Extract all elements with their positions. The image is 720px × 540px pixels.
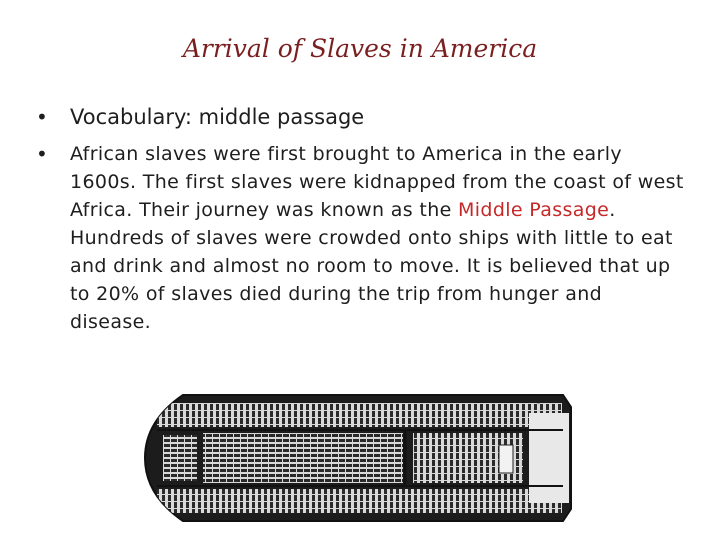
bullet-dot: • [36,142,49,166]
slave-ship-illustration [143,383,583,533]
description-text-end: . Hundreds of slaves were crowded onto ships with little to eat and drink and almost no room to move. It is believed that up to 20% of slaves died during the trip from hunger and disease. [70,199,673,333]
description-text-start: African slaves were first brought to America in the early 1600s. The first slaves were kidnapped from the coast of west Africa. Their journey was known as the [70,143,684,221]
boys-room-label-bottom: Boys Room [531,513,560,519]
bullet-vocabulary [28,102,688,132]
bullet-list [28,102,688,336]
bullet-description [28,140,688,336]
middle-passage-highlight: Middle Passage [458,199,610,221]
bullet-dot: • [36,105,48,129]
boys-room-label-top: Boys Room [531,399,560,405]
vocabulary-text: Vocabulary: middle passage [70,105,365,129]
slide-title: Arrival of Slaves in America [182,34,538,63]
